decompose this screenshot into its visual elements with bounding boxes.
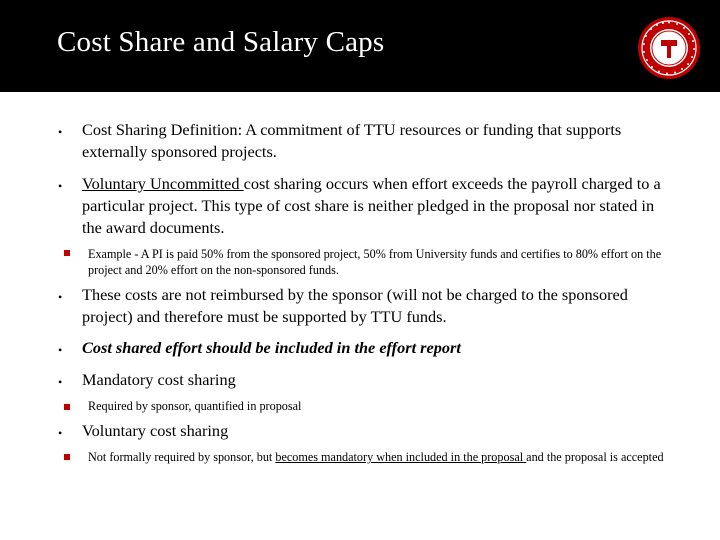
bullet-effort-report [82, 337, 662, 359]
bullet-text: Cost shared effort should be included in the effort report [82, 338, 461, 357]
bullet-not-reimbursed [82, 284, 662, 328]
bullet-text: cost sharing occurs when effort exceeds the payroll charged to a particular project. This type of cost share is neither pledged in the proposal nor stated in the award documents. [82, 174, 661, 237]
sub-bullet-marker [64, 404, 70, 410]
bullet-voluntary-uncommitted [82, 173, 662, 239]
bullet-marker: • [58, 426, 63, 440]
bullet-marker: • [58, 179, 63, 193]
bullet-marker: • [58, 375, 63, 389]
bullet-marker: • [58, 125, 63, 139]
sub-bullet-not-formally-required [88, 449, 678, 465]
sub-bullet-required-by-sponsor [88, 398, 678, 414]
underlined-phrase: becomes mandatory when included in the proposal [275, 450, 527, 464]
bullet-cost-sharing-definition [82, 119, 662, 163]
sub-bullet-text: Example - A PI is paid 50% from the sponsored project, 50% from University funds and certifies to 80% effort on the project and 20% effort on the non-sponsored funds. [88, 247, 662, 277]
bullet-voluntary-cost-sharing [82, 420, 662, 442]
sub-bullet-text: and the proposal is accepted [526, 450, 664, 464]
sub-bullet-example [88, 246, 678, 278]
sub-bullet-marker [64, 250, 70, 256]
bullet-marker: • [58, 343, 63, 357]
underlined-term: Voluntary Uncommitted [82, 174, 244, 193]
bullet-marker: • [58, 290, 63, 304]
sub-bullet-text: Required by sponsor, quantified in proposal [88, 399, 302, 413]
bullet-text: Cost Sharing Definition: A commitment of TTU resources or funding that supports externally sponsored projects. [82, 120, 622, 161]
slide-title: Cost Share and Salary Caps [57, 26, 385, 58]
bullet-mandatory-cost-sharing [82, 369, 662, 391]
bullet-text: These costs are not reimbursed by the sponsor (will not be charged to the sponsored project) and therefore must be supported by TTU funds. [82, 285, 628, 326]
bullet-text: Mandatory cost sharing [82, 370, 236, 389]
sub-bullet-text: Not formally required by sponsor, but [88, 450, 276, 464]
sub-bullet-marker [64, 454, 70, 460]
bullet-text: Voluntary cost sharing [82, 421, 229, 440]
